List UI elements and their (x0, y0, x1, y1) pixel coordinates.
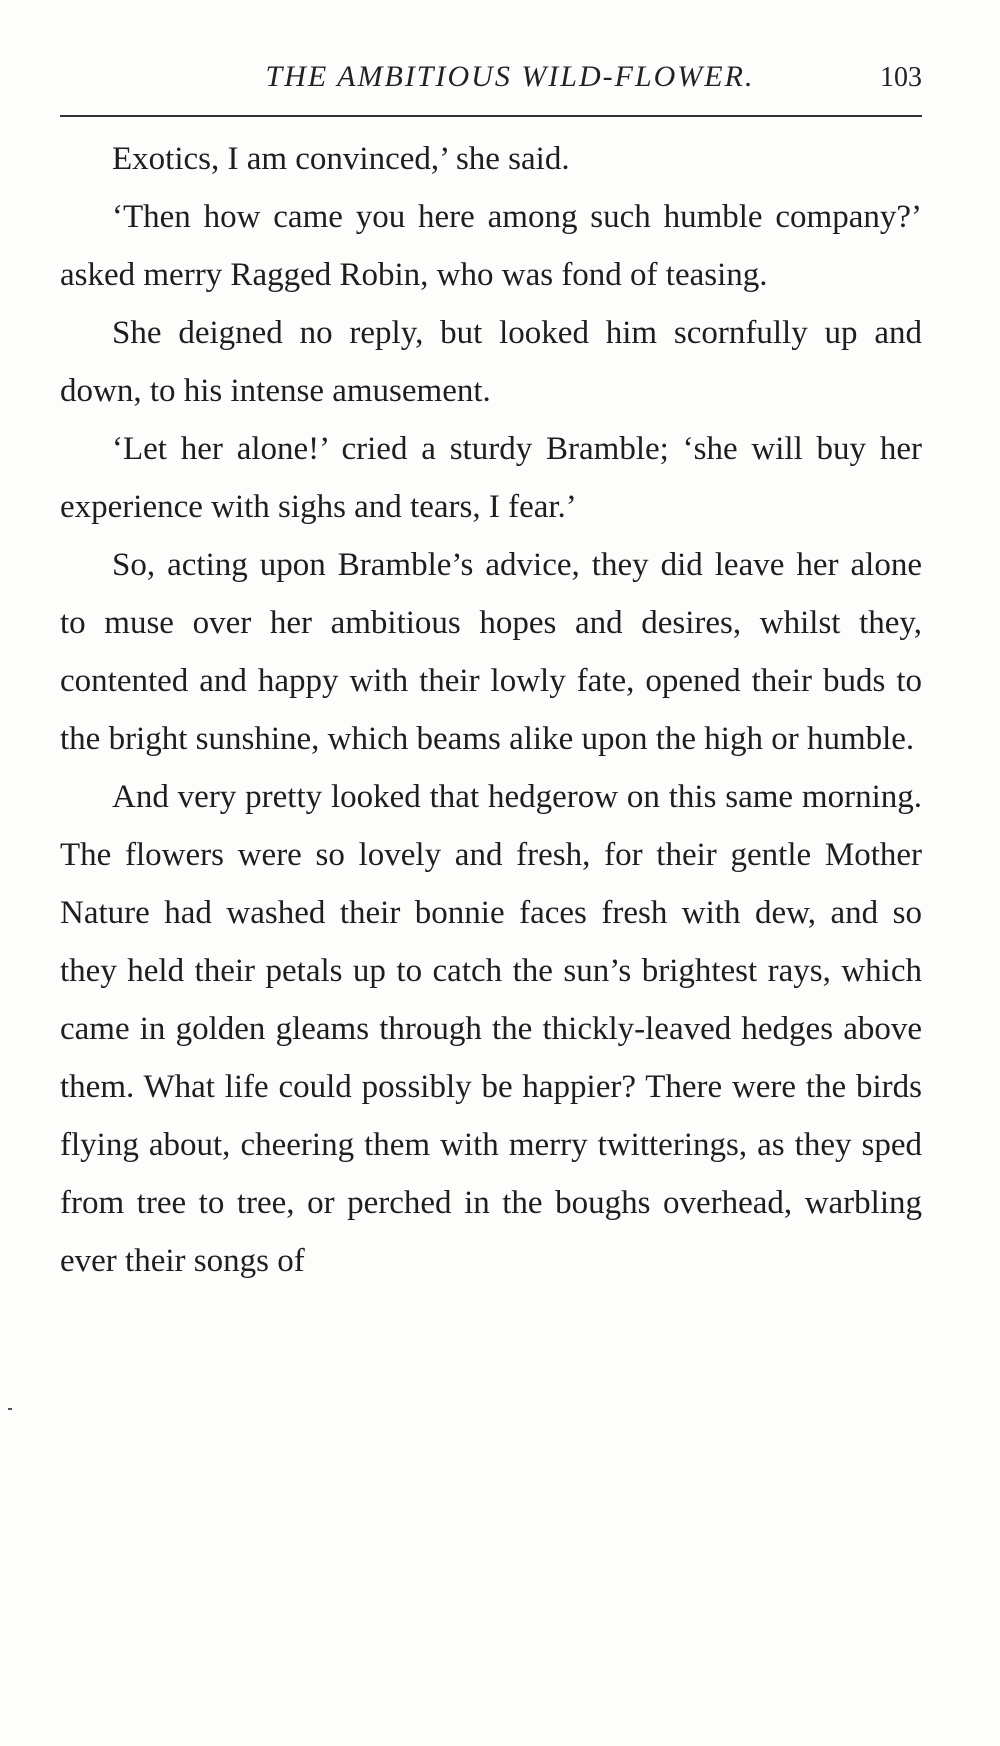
paragraph-3: She deigned no reply, but looked him scornfully up and down, to his intense amusement. (60, 315, 922, 409)
body-text (60, 130, 922, 1290)
running-title: THE AMBITIOUS WILD-FLOWER. (265, 60, 755, 93)
paragraph-6: And very pretty looked that hedgerow on this same morning. The flowers were so lovely and fresh, for their gentle Mother Nature had washed their bonnie faces fresh with dew, and so they held their petals up to catch the sun’s brightest rays, which came in golden gleams through the thickly-leaved hedges above them. What life could possibly be happier? There were the birds flying about, cheering them with merry twitterings, as they sped from tree to tree, or perched in the boughs overhead, warbling ever their songs of (60, 779, 922, 1279)
page-header (60, 60, 922, 100)
margin-mark (8, 1408, 12, 1410)
paragraph-5: So, acting upon Bramble’s advice, they did leave her alone to muse over her ambitious hopes and desires, whilst they, contented and happy with their lowly fate, opened their buds to the bright sunshine, which beams alike upon the high or humble. (60, 547, 922, 757)
paragraph-4: ‘Let her alone!’ cried a sturdy Bramble; ‘she will buy her experience with sighs and tears, I fear.’ (60, 431, 922, 525)
header-rule (60, 115, 922, 117)
paragraph-1: Exotics, I am convinced,’ she said. (112, 141, 570, 177)
page-number: 103 (880, 62, 922, 93)
paragraph-2: ‘Then how came you here among such humble company?’ asked merry Ragged Robin, who was fond of teasing. (60, 199, 922, 293)
